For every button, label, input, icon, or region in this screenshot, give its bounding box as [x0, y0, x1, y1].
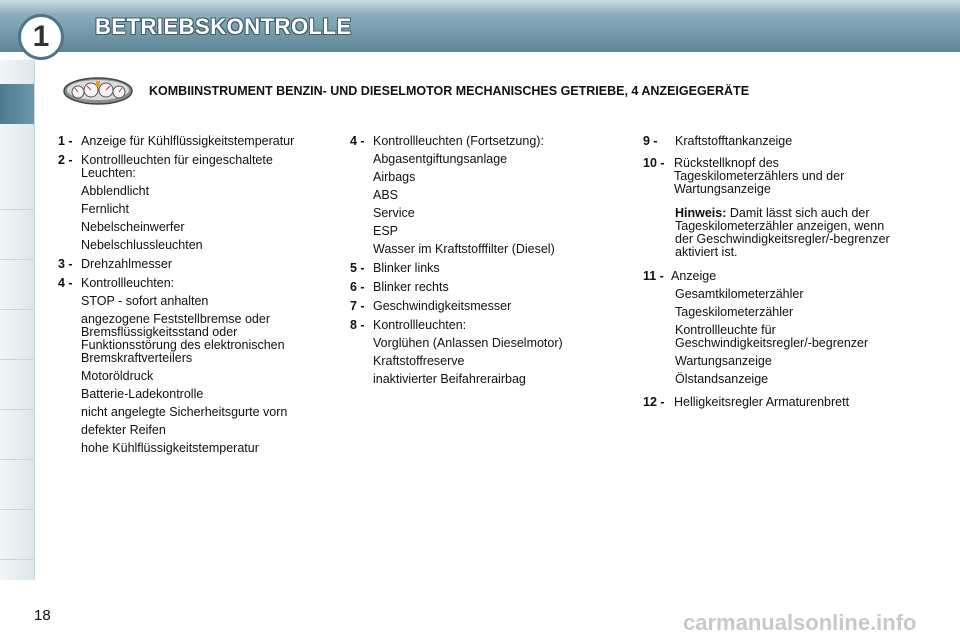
- legend-item: [643, 396, 903, 409]
- hint-text: Damit lässt sich auch der Tageskilometerzähler anzeigen, wenn der Geschwindigkeitsregler/-begrenzer aktiviert ist.: [675, 206, 890, 259]
- sub-item: Gesamtkilometerzähler: [675, 287, 804, 301]
- chapter-number: 1: [32, 20, 50, 53]
- legend-column-1: [58, 135, 320, 461]
- sub-item: Tageskilometerzähler: [675, 305, 794, 319]
- watermark: carmanualsonline.info: [683, 610, 917, 635]
- item-text: Drehzahlmesser: [81, 257, 173, 271]
- sub-item: Fernlicht: [81, 202, 129, 216]
- sub-item: Vorglühen (Anlassen Dieselmotor): [373, 336, 563, 350]
- legend-item: [643, 270, 903, 386]
- legend-column-2: [350, 135, 620, 392]
- sub-list: [671, 288, 903, 386]
- legend-item: [643, 157, 903, 196]
- sub-item: STOP - sofort anhalten: [81, 294, 209, 308]
- item-number: 3 -: [58, 257, 73, 271]
- chapter-tab[interactable]: [0, 220, 34, 260]
- sub-item: Airbags: [373, 170, 416, 184]
- item-number: 10 -: [643, 156, 665, 170]
- item-text: Geschwindigkeitsmesser: [373, 299, 512, 313]
- chapter-tab[interactable]: [0, 520, 34, 560]
- page-number: 18: [34, 607, 51, 624]
- legend-item: [350, 281, 620, 294]
- legend-item: [58, 258, 320, 271]
- chapter-tab[interactable]: [0, 470, 34, 510]
- legend-column-3: [643, 135, 903, 415]
- sub-item: Wasser im Kraftstofffilter (Diesel): [373, 242, 555, 256]
- sub-item: ABS: [373, 188, 399, 202]
- item-number: 4 -: [58, 276, 73, 290]
- item-number: 12 -: [643, 395, 665, 409]
- item-text: Kontrollleuchten für eingeschaltete Leuchten:: [81, 153, 273, 180]
- legend-item: [350, 300, 620, 313]
- sub-item: angezogene Feststellbremse oder Bremsflüssigkeitsstand oder Funktionsstörung des elektronischen Bremskraftverteilers: [81, 312, 285, 365]
- item-text: Rückstellknopf des Tageskilometerzählers und der Wartungsanzeige: [674, 156, 845, 196]
- sub-item: Motoröldruck: [81, 369, 154, 383]
- item-text: Helligkeitsregler Armaturenbrett: [674, 395, 850, 409]
- sub-item: Batterie-Ladekontrolle: [81, 387, 204, 401]
- item-number: 4 -: [350, 134, 365, 148]
- chapter-tab[interactable]: [0, 420, 34, 460]
- sub-item: Wartungsanzeige: [675, 354, 772, 368]
- legend-item: [58, 154, 320, 252]
- chapter-tab[interactable]: [0, 270, 34, 310]
- legend-item: [58, 277, 320, 455]
- legend-item: [350, 262, 620, 275]
- legend-item: [643, 135, 903, 148]
- section-title: KOMBIINSTRUMENT BENZIN- UND DIESELMOTOR MECHANISCHES GETRIEBE, 4 ANZEIGEGERÄTE: [149, 84, 750, 98]
- chapter-tab-active[interactable]: [0, 84, 34, 124]
- legend-item: [350, 135, 620, 256]
- chapter-tabs: [0, 60, 35, 580]
- item-number: 6 -: [350, 280, 365, 294]
- item-number: 1 -: [58, 134, 73, 148]
- sub-item: ESP: [373, 224, 399, 238]
- header-shine: [0, 0, 960, 14]
- chapter-tab[interactable]: [0, 320, 34, 360]
- item-text: Anzeige für Kühlflüssigkeitstemperatur: [81, 134, 295, 148]
- instrument-cluster-icon: [62, 76, 134, 106]
- item-text: Blinker links: [373, 261, 440, 275]
- sub-item: Abgasentgiftungsanlage: [373, 152, 508, 166]
- sub-item: Service: [373, 206, 415, 220]
- item-number: 2 -: [58, 153, 73, 167]
- sub-item: nicht angelegte Sicherheitsgurte vorn: [81, 405, 288, 419]
- sub-item: hohe Kühlflüssigkeitstemperatur: [81, 441, 259, 455]
- sub-item: inaktivierter Beifahrerairbag: [373, 372, 526, 386]
- item-text: Blinker rechts: [373, 280, 449, 294]
- item-text: Kraftstofftankanzeige: [675, 134, 793, 148]
- sub-item: Abblendlicht: [81, 184, 150, 198]
- item-number: 5 -: [350, 261, 365, 275]
- sub-item: Kraftstoffreserve: [373, 354, 465, 368]
- item-number: 7 -: [350, 299, 365, 313]
- legend-item: [350, 319, 620, 386]
- item-text: Anzeige: [671, 269, 717, 283]
- item-text: Kontrollleuchten:: [373, 318, 467, 332]
- item-number: 8 -: [350, 318, 365, 332]
- sub-item: Nebelscheinwerfer: [81, 220, 185, 234]
- chapter-badge: [18, 14, 64, 60]
- legend-item: [58, 135, 320, 148]
- sub-item: defekter Reifen: [81, 423, 166, 437]
- hint-label: Hinweis:: [675, 206, 727, 220]
- page-title: BETRIEBSKONTROLLE: [95, 14, 352, 39]
- sub-item: Nebelschlussleuchten: [81, 238, 203, 252]
- item-text: Kontrollleuchten:: [81, 276, 175, 290]
- chapter-tab[interactable]: [0, 170, 34, 210]
- item-text: Kontrollleuchten (Fortsetzung):: [373, 134, 544, 148]
- chapter-tab[interactable]: [0, 370, 34, 410]
- sub-item: Kontrollleuchte für Geschwindigkeitsregler/-begrenzer: [675, 323, 869, 350]
- item-number: 9 -: [643, 134, 658, 148]
- item-number: 11 -: [643, 269, 664, 283]
- hint-note: [643, 207, 903, 259]
- sub-item: Ölstandsanzeige: [675, 372, 769, 386]
